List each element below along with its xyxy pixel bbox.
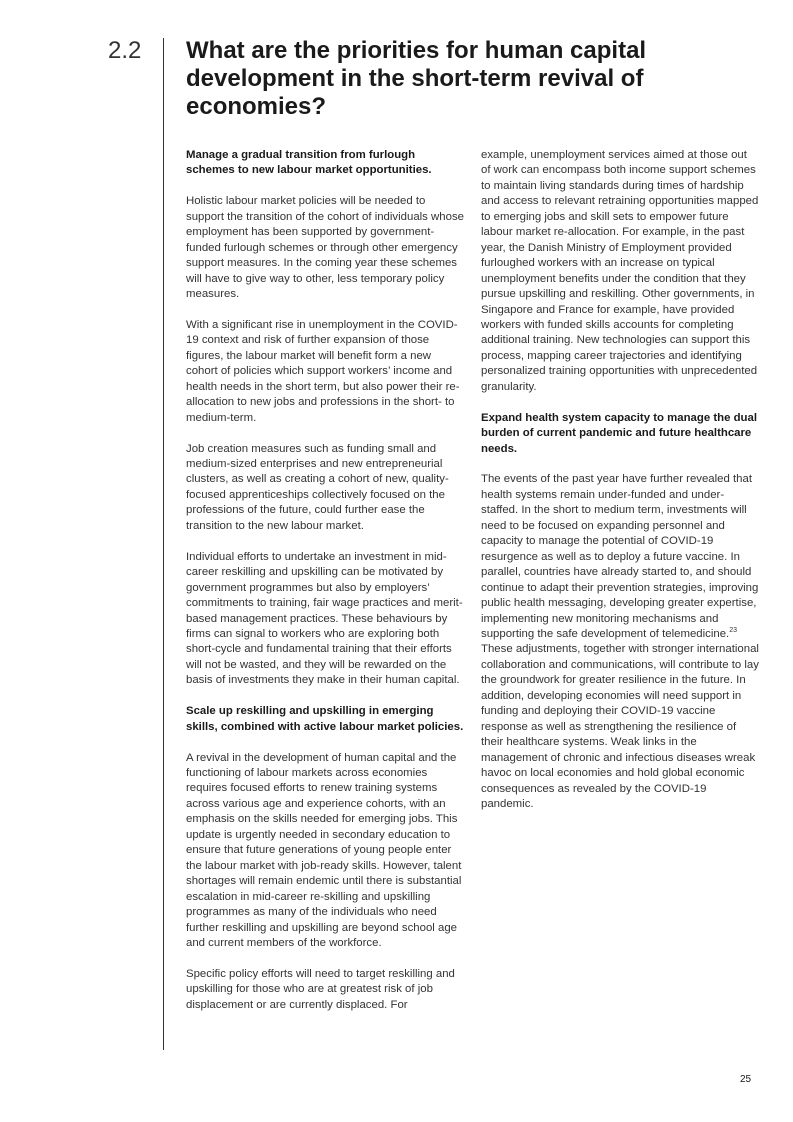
paragraph: Holistic labour market policies will be needed to support the transition of the cohort of individuals whose employment has been supported by government-funded furlough schemes or through other emergency support measures. In the coming year these schemes will have to give way to other, less temporary policy measures. <box>186 195 464 301</box>
heading-reskilling: Scale up reskilling and upskilling in emerging skills, combined with active labour market policies. <box>186 705 464 733</box>
heading-furlough-transition: Manage a gradual transition from furlough schemes to new labour market opportunities. <box>186 149 432 177</box>
page-number: 25 <box>740 1074 752 1085</box>
footnote-reference: 23 <box>729 627 738 635</box>
section-number: 2.2 <box>108 37 142 64</box>
heading-health-system: Expand health system capacity to manage the dual burden of current pandemic and future healthcare needs. <box>481 411 757 455</box>
vertical-divider <box>163 38 164 1050</box>
page-title: What are the priorities for human capital development in the short-term revival of economies? <box>186 37 647 120</box>
paragraph: A revival in the development of human capital and the functioning of labour markets across economies requires focused efforts to renew training systems across various age and experience cohorts, with an emphasis on the skills needed for emerging jobs. This update is urgently needed in secondary education to ensure that future generations of young people enter the labour market with job-ready skills. However, talent shortages will remain endemic until there is substantial escalation in mid-career re-skilling and upskilling programmes as many of the individuals who need further reskilling and upskilling are beyond school age and current members of the workforce. <box>186 751 462 950</box>
paragraph: example, unemployment services aimed at those out of work can encompass both income support schemes to maintain living standards during times of hardship and access to relevant retraining opportunities mapped to emerging jobs and skill sets to empower future labour market re-allocation. For example, in the past year, the Danish Ministry of Employment provided furloughed workers with an increase on typical unemployment benefits under the condition that they pursue upskilling and reskilling. Other governments, in Singapore and France for example, have provided workers with funded skills accounts for completing additional training. New technologies can support this process, mapping career trajectories and identifying personalized training opportunities with unprecedented granularity. <box>481 149 759 393</box>
paragraph-text: These adjustments, together with stronger international collaboration and communications, will contribute to lay the groundwork for greater resilience in the future. In addition, developing economies will need support in funding and deploying their COVID-19 vaccine response as well as strengthening the resilience of their healthcare systems. Weak links in the management of chronic and infectious diseases wreak havoc on local economies and hold global economic consequences as revealed by the COVID-19 pandemic. <box>481 643 759 810</box>
paragraph-text: The events of the past year have further revealed that health systems remain under-funded and under-staffed. In the short to medium term, investments will need to be focused on expanding personnel and capacity to manage the potential of COVID-19 resurgence as well as to deploy a future vaccine. In parallel, countries have already started to, and should continue to adapt their prevention strategies, improving public health messaging, developing greater expertise, implementing new monitoring mechanisms and supporting the safe development of telemedicine. <box>481 473 759 641</box>
paragraph: Job creation measures such as funding small and medium-sized enterprises and new entrepreneurial clusters, as well as creating a cohort of new, quality-focused apprenticeships collectively focused on the professions of the future, could further ease the transition to the new labour market. <box>186 442 449 532</box>
left-column <box>186 148 464 1029</box>
paragraph: Specific policy efforts will need to target reskilling and upskilling for those who are at greatest risk of job displacement or are currently displaced. For <box>186 967 455 1011</box>
paragraph: Individual efforts to undertake an investment in mid-career reskilling and upskilling can be motivated by government programmes but also by employers’ commitments to training, fair wage practices and merit-based management practices. These behaviours by firms can signal to workers who are exploring both short-cycle and fundamental training that their efforts will not be wasted, and they will be rewarded on the basis of investments they make in their human capital. <box>186 550 463 687</box>
paragraph: With a significant rise in unemployment in the COVID-19 context and risk of further expansion of those figures, the labour market will benefit form a new cohort of policies which support workers’ income and health needs in the short term, but also power their re-allocation to new jobs and professions in the short- to medium-term. <box>186 318 460 424</box>
paragraph <box>481 472 759 812</box>
right-column <box>481 148 759 828</box>
